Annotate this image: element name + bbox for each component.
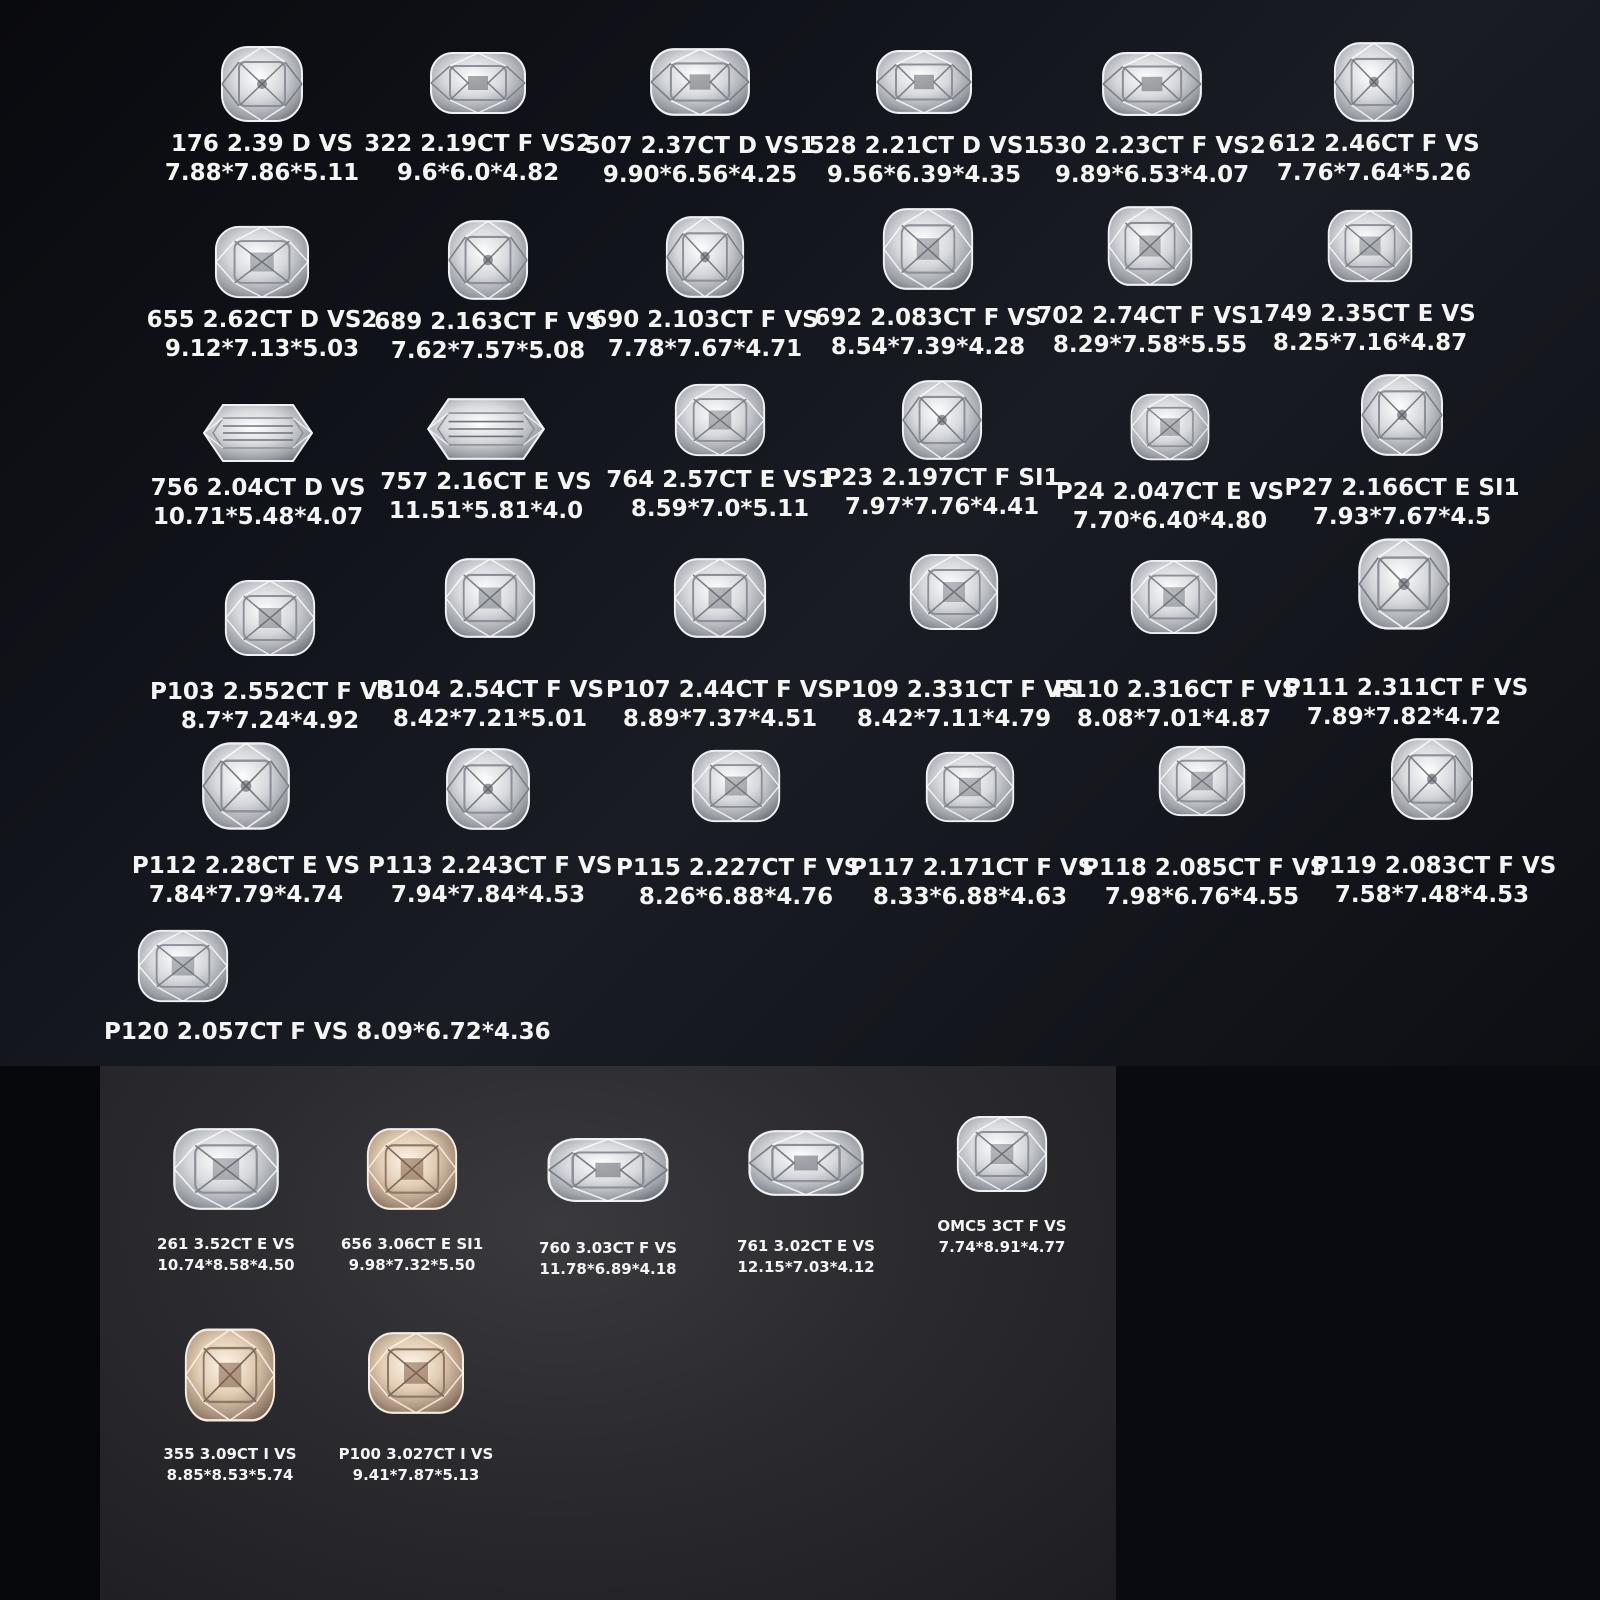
diamond-item bbox=[370, 556, 610, 734]
diamond-cushion bbox=[136, 928, 230, 1004]
diamond-label: 690 2.103CT F VS 7.78*7.67*4.71 bbox=[591, 307, 819, 362]
diamond-item bbox=[104, 928, 556, 1047]
diamond-label: P118 2.085CT F VS 7.98*6.76*4.55 bbox=[1082, 855, 1327, 910]
diamond-hexagon bbox=[425, 396, 547, 462]
diamond-item bbox=[808, 206, 1048, 362]
empty-area bbox=[1116, 1066, 1600, 1600]
diamond-cushion bbox=[955, 1114, 1049, 1194]
diamond-label: P120 2.057CT F VS 8.09*6.72*4.36 bbox=[104, 1019, 551, 1045]
diamond-cushion bbox=[673, 382, 767, 458]
diamond-item bbox=[600, 382, 840, 524]
diamond-item bbox=[600, 556, 840, 734]
diamond-cushion bbox=[171, 1126, 281, 1212]
diamond-label: 764 2.57CT E VS1 8.59*7.0*5.11 bbox=[606, 467, 834, 522]
diamond-label: OMC5 3CT F VS 7.74*8.91*4.77 bbox=[937, 1217, 1067, 1256]
diamond-item bbox=[1054, 558, 1299, 734]
diamond-label: P113 2.243CT F VS 7.94*7.84*4.53 bbox=[368, 853, 613, 908]
diamond-item bbox=[368, 746, 613, 910]
diamond-label: P112 2.28CT E VS 7.84*7.79*4.74 bbox=[131, 853, 361, 908]
diamond-label: 261 3.52CT E VS 10.74*8.58*4.50 bbox=[157, 1235, 295, 1274]
diamond-item bbox=[1250, 208, 1490, 358]
diamond-item bbox=[142, 224, 382, 364]
diamond-label: 756 2.04CT D VS 10.71*5.48*4.07 bbox=[150, 475, 366, 530]
diamond-label: 528 2.21CT D VS1 9.56*6.39*4.35 bbox=[808, 133, 1040, 188]
diamond-cushion-square bbox=[664, 214, 746, 300]
diamond-label: 760 3.03CT F VS 11.78*6.89*4.18 bbox=[539, 1239, 677, 1278]
diamond-item bbox=[580, 46, 820, 190]
diamond-cushion-square bbox=[1359, 372, 1445, 458]
diamond-item bbox=[368, 218, 608, 366]
diamond-cushion-champagne bbox=[366, 1330, 466, 1416]
diamond-label: P110 2.316CT F VS 8.08*7.01*4.87 bbox=[1054, 677, 1299, 732]
diamond-label: P23 2.197CT F SI1 7.97*7.76*4.41 bbox=[824, 465, 1060, 520]
diamond-label: 749 2.35CT E VS 8.25*7.16*4.87 bbox=[1264, 301, 1476, 356]
diamond-cushion bbox=[690, 748, 782, 824]
diamond-label: P27 2.166CT E SI1 7.93*7.67*4.5 bbox=[1284, 475, 1520, 530]
diamond-cushion bbox=[1129, 392, 1211, 462]
diamond-item bbox=[150, 578, 395, 736]
diamond-label: 530 2.23CT F VS2 9.89*6.53*4.07 bbox=[1038, 133, 1266, 188]
diamond-label: 176 2.39 D VS 7.88*7.86*5.11 bbox=[164, 131, 360, 186]
diamond-label: P115 2.227CT F VS 8.26*6.88*4.76 bbox=[616, 855, 861, 910]
diamond-cushion bbox=[1106, 204, 1194, 288]
diamond-cushion-square bbox=[446, 218, 530, 302]
diamond-cushion-elongated bbox=[746, 1128, 866, 1198]
diamond-label: 355 3.09CT I VS 8.85*8.53*5.74 bbox=[163, 1445, 297, 1484]
diamond-item bbox=[822, 378, 1062, 522]
diamond-item bbox=[616, 748, 861, 912]
diamond-item bbox=[1050, 392, 1290, 536]
diamond-hexagon bbox=[201, 402, 315, 464]
diamond-item bbox=[1282, 372, 1522, 532]
diamond-item bbox=[358, 50, 598, 188]
diamond-item bbox=[1312, 736, 1557, 910]
diamond-cushion-square bbox=[1332, 40, 1416, 124]
diamond-label: 507 2.37CT D VS1 9.90*6.56*4.25 bbox=[584, 133, 816, 188]
diamond-cushion-square bbox=[200, 740, 292, 832]
diamond-cushion-elongated bbox=[428, 50, 528, 116]
diamond-cushion-elongated bbox=[545, 1136, 671, 1204]
diamond-item bbox=[1284, 536, 1529, 732]
diamond-label: P117 2.171CT F VS 8.33*6.88*4.63 bbox=[850, 855, 1095, 910]
diamond-cushion bbox=[1157, 744, 1247, 818]
diamond-cushion bbox=[223, 578, 317, 658]
diamond-item bbox=[804, 48, 1044, 190]
diamond-label: P100 3.027CT I VS 9.41*7.87*5.13 bbox=[338, 1445, 494, 1484]
diamond-item bbox=[366, 396, 606, 526]
diamond-label: 689 2.163CT F VS 7.62*7.57*5.08 bbox=[374, 309, 602, 364]
diamond-cushion-square bbox=[1356, 536, 1452, 632]
diamond-item bbox=[126, 740, 366, 910]
diamond-cushion-elongated bbox=[648, 46, 752, 118]
diamond-item bbox=[882, 1114, 1122, 1258]
diamond-cushion-square bbox=[900, 378, 984, 462]
diamond-cushion-elongated bbox=[874, 48, 974, 116]
diamond-label: P107 2.44CT F VS 8.89*7.37*4.51 bbox=[605, 677, 835, 732]
diamond-label: 761 3.02CT E VS 12.15*7.03*4.12 bbox=[737, 1237, 875, 1276]
diamond-cushion-square bbox=[1389, 736, 1475, 822]
diamond-item bbox=[138, 402, 378, 532]
diamond-item bbox=[1254, 40, 1494, 188]
diamond-cushion bbox=[908, 552, 1000, 632]
diamond-cushion-elongated bbox=[1100, 50, 1204, 118]
diamond-item bbox=[296, 1330, 536, 1486]
diamond-label: P111 2.311CT F VS 7.89*7.82*4.72 bbox=[1284, 675, 1529, 730]
diamond-cushion bbox=[672, 556, 768, 640]
diamond-label: P119 2.083CT F VS 7.58*7.48*4.53 bbox=[1312, 853, 1557, 908]
diamond-item bbox=[585, 214, 825, 364]
diamond-item bbox=[1082, 744, 1327, 912]
diamond-cushion-square bbox=[219, 44, 305, 124]
diamond-cushion bbox=[1326, 208, 1414, 284]
diamond-item bbox=[142, 44, 382, 188]
diamond-cushion bbox=[443, 556, 537, 640]
diamond-cushion-champagne bbox=[365, 1126, 459, 1212]
diamond-cushion bbox=[1129, 558, 1219, 636]
diamond-item bbox=[1032, 50, 1272, 190]
diamond-label: 702 2.74CT F VS1 8.29*7.58*5.55 bbox=[1036, 303, 1264, 358]
diamond-cushion bbox=[213, 224, 311, 300]
diamond-label: 322 2.19CT F VS2 9.6*6.0*4.82 bbox=[364, 131, 592, 186]
diamond-label: 612 2.46CT F VS 7.76*7.64*5.26 bbox=[1268, 131, 1480, 186]
diamond-cushion bbox=[924, 750, 1016, 824]
diamond-item bbox=[1030, 204, 1270, 360]
diamond-label: 655 2.62CT D VS2 9.12*7.13*5.03 bbox=[146, 307, 378, 362]
diamond-label: P104 2.54CT F VS 8.42*7.21*5.01 bbox=[375, 677, 605, 732]
diamond-cushion-square bbox=[444, 746, 532, 832]
diamond-item bbox=[850, 750, 1095, 912]
diamond-label: 692 2.083CT F VS 8.54*7.39*4.28 bbox=[814, 305, 1042, 360]
diamond-label: 757 2.16CT E VS 11.51*5.81*4.0 bbox=[380, 469, 592, 524]
diamond-cushion-champagne bbox=[183, 1326, 277, 1424]
diamond-label: P24 2.047CT E VS 7.70*6.40*4.80 bbox=[1055, 479, 1285, 534]
diamond-label: P103 2.552CT F VS 8.7*7.24*4.92 bbox=[150, 679, 395, 734]
diamond-cushion bbox=[881, 206, 975, 292]
diamond-label: P109 2.331CT F VS 8.42*7.11*4.79 bbox=[834, 677, 1079, 732]
diamond-item bbox=[834, 552, 1079, 734]
diamond-label: 656 3.06CT E SI1 9.98*7.32*5.50 bbox=[340, 1235, 484, 1274]
